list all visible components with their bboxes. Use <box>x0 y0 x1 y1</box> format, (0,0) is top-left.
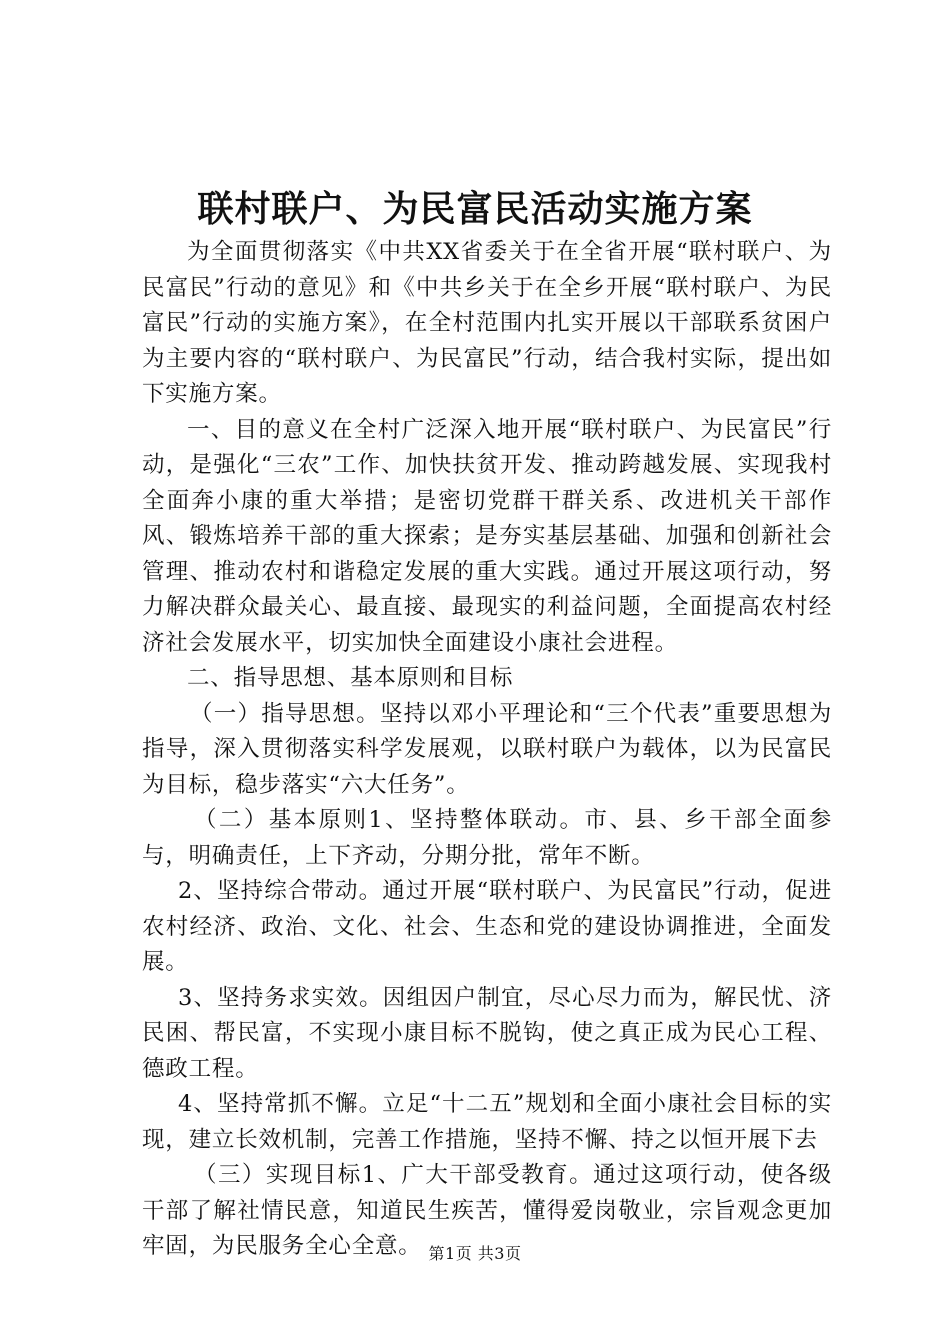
paragraph-intro: 为全面贯彻落实《中共XX省委关于在全省开展“联村联户、为民富民”行动的意见》和《中共乡关于在全乡开展“联村联户、为民富民”行动的实施方案》，在全村范围内扎实开展以干部联系贫困户为主要内容的“联村联户、为民富民”行动，结合我村实际，提出如下实施方案。 <box>142 239 832 407</box>
paragraph-section-2-heading: 二、指导思想、基本原则和目标 <box>187 665 514 691</box>
paragraph-goals: （三）实现目标1、广大干部受教育。通过这项行动，使各级干部了解社情民意，知道民生疾苦，懂得爱岗敬业，宗旨观念更加牢固，为民服务全心全意。 <box>142 1162 832 1259</box>
page-number: 第1页 共3页 <box>428 1244 522 1263</box>
paragraph-basic-principles: （二）基本原则1、坚持整体联动。市、县、乡干部全面参与，明确责任，上下齐动，分期分批，常年不断。 <box>142 807 832 869</box>
document-title: 联村联户、为民富民活动实施方案 <box>197 188 753 230</box>
paragraph-principle-3: 3、坚持务求实效。因组因户制宜，尽心尽力而为，解民忧、济民困、帮民富，不实现小康目标不脱钩，使之真正成为民心工程、德政工程。 <box>142 984 832 1082</box>
paragraph-principle-2: 2、坚持综合带动。通过开展“联村联户、为民富民”行动，促进农村经济、政治、文化、社会、生态和党的建设协调推进，全面发展。 <box>142 878 832 975</box>
paragraph-guiding-thought: （一）指导思想。坚持以邓小平理论和“三个代表”重要思想为指导，深入贯彻落实科学发展观，以联村联户为载体，以为民富民为目标，稳步落实“六大任务”。 <box>142 700 832 798</box>
document-body <box>142 235 832 1265</box>
paragraph-section-1: 一、目的意义在全村广泛深入地开展“联村联户、为民富民”行动，是强化“三农”工作、加快扶贫开发、推动跨越发展、实现我村全面奔小康的重大举措；是密切党群干群关系、改进机关干部作风、锻炼培养干部的重大探索；是夯实基层基础、加强和创新社会管理、推动农村和谐稳定发展的重大实践。通过开展这项行动，努力解决群众最关心、最直接、最现实的利益问题，全面提高农村经济社会发展水平，切实加快全面建设小康社会进程。 <box>142 416 832 656</box>
paragraph-principle-4: 4、坚持常抓不懈。立足“十二五”规划和全面小康社会目标的实现，建立长效机制，完善工作措施，坚持不懈、持之以恒开展下去 <box>142 1091 832 1153</box>
